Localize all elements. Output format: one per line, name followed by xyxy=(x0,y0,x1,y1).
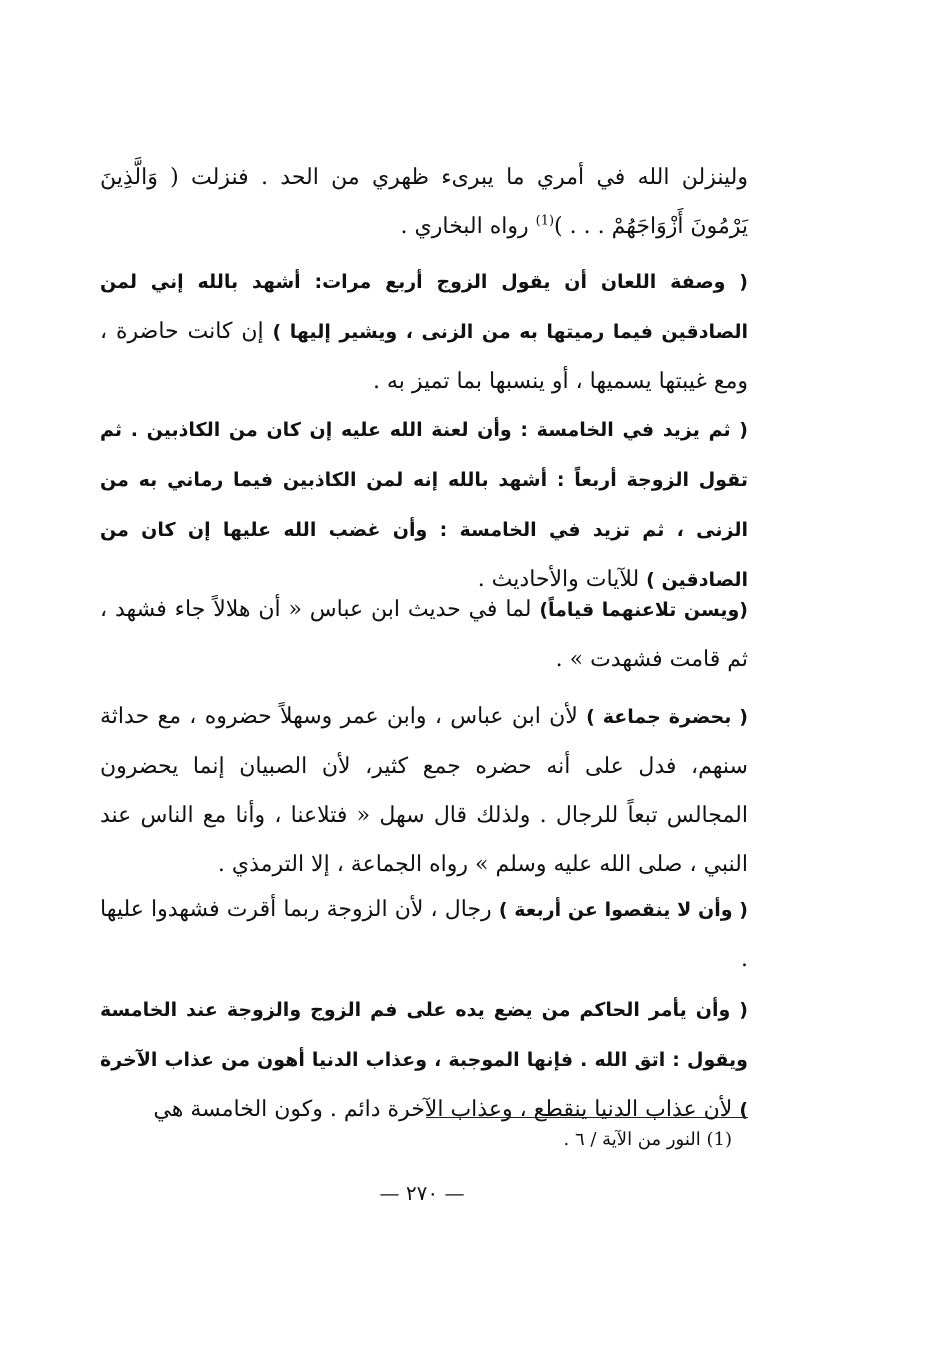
bold-text-segment: ( وأن يأمر الحاكم من يضع يده على فم الزوج والزوجة عند الخامسة ويقول : اتق الله . فإنها الموجبة ، وعذاب الدنيا أهون من عذاب الآخرة ) xyxy=(100,999,748,1121)
bold-text-segment: ( بحضرة جماعة ) xyxy=(586,706,748,728)
text-segment: لأن ابن عباس ، وابن عمر وسهلاً حضروه ، مع حداثة سنهم، فدل على أنه حضره جمع كثير، لأن الصبيان إنما يحضرون المجالس تبعاً للرجال . ولذلك قال سهل « فتلاعنا ، وأنا مع الناس عند النبي ، صلى الله عليه وسلم » رواه الجماعة ، إلا الترمذي . xyxy=(100,704,748,877)
text-segment: إن كانت حاضرة ، ومع غيبتها يسميها ، أو ينسبها بما تميز به . xyxy=(100,319,748,394)
text-segment: لما في حديث ابن عباس « أن هلالاً جاء فشهد ، ثم قامت فشهدت » . xyxy=(100,597,748,672)
footnote-divider xyxy=(426,1117,748,1118)
bold-text-segment: (ويسن تلاعنهما قياماً) xyxy=(539,599,748,621)
paragraph-2 xyxy=(100,257,748,406)
footnote-reference: (1) xyxy=(535,213,555,229)
bold-text-segment: ( وأن لا ينقصوا عن أربعة ) xyxy=(498,899,748,921)
paragraph-5 xyxy=(100,692,748,889)
text-segment: رجال ، لأن الزوجة ربما أقرت فشهدوا عليها . xyxy=(100,897,748,972)
paragraph-1 xyxy=(100,153,748,251)
bold-text-segment: ( ثم يزيد في الخامسة : وأن لعنة الله عليه إن كان من الكاذبين . ثم تقول الزوجة أربعاً : أشهد بالله إنه لمن الكاذبين فيما رماني به من الزنى ، ثم تزيد في الخامسة : وأن غضب الله عليها إن كان من الصادقين ) xyxy=(100,419,748,591)
text-segment: لأن عذاب الدنيا ينقطع ، وعذاب الآخرة دائم . وكون الخامسة هي xyxy=(153,1097,740,1122)
paragraph-6 xyxy=(100,885,748,984)
text-segment: ولينزلن الله في أمري ما يبرىء ظهري من الحد . فنزلت ( وَالَّذِينَ يَرْمُونَ أَزْوَاجَهُمْ . . . ) xyxy=(100,165,748,239)
text-segment: للآيات والأحاديث . xyxy=(477,567,647,592)
page-number: — ٢٧٠ — xyxy=(379,1181,465,1205)
bold-text-segment: ( وصفة اللعان أن يقول الزوج أربع مرات: أشهد بالله إني لمن الصادقين فيما رميتها به من الزنى ، ويشير إليها ) xyxy=(100,271,748,343)
footnote: (1) النور من الآية / ٦ . xyxy=(563,1129,732,1150)
paragraph-4 xyxy=(100,585,748,684)
text-segment: رواه البخاري . xyxy=(400,214,536,239)
paragraph-7 xyxy=(100,985,748,1135)
paragraph-3 xyxy=(100,405,748,605)
